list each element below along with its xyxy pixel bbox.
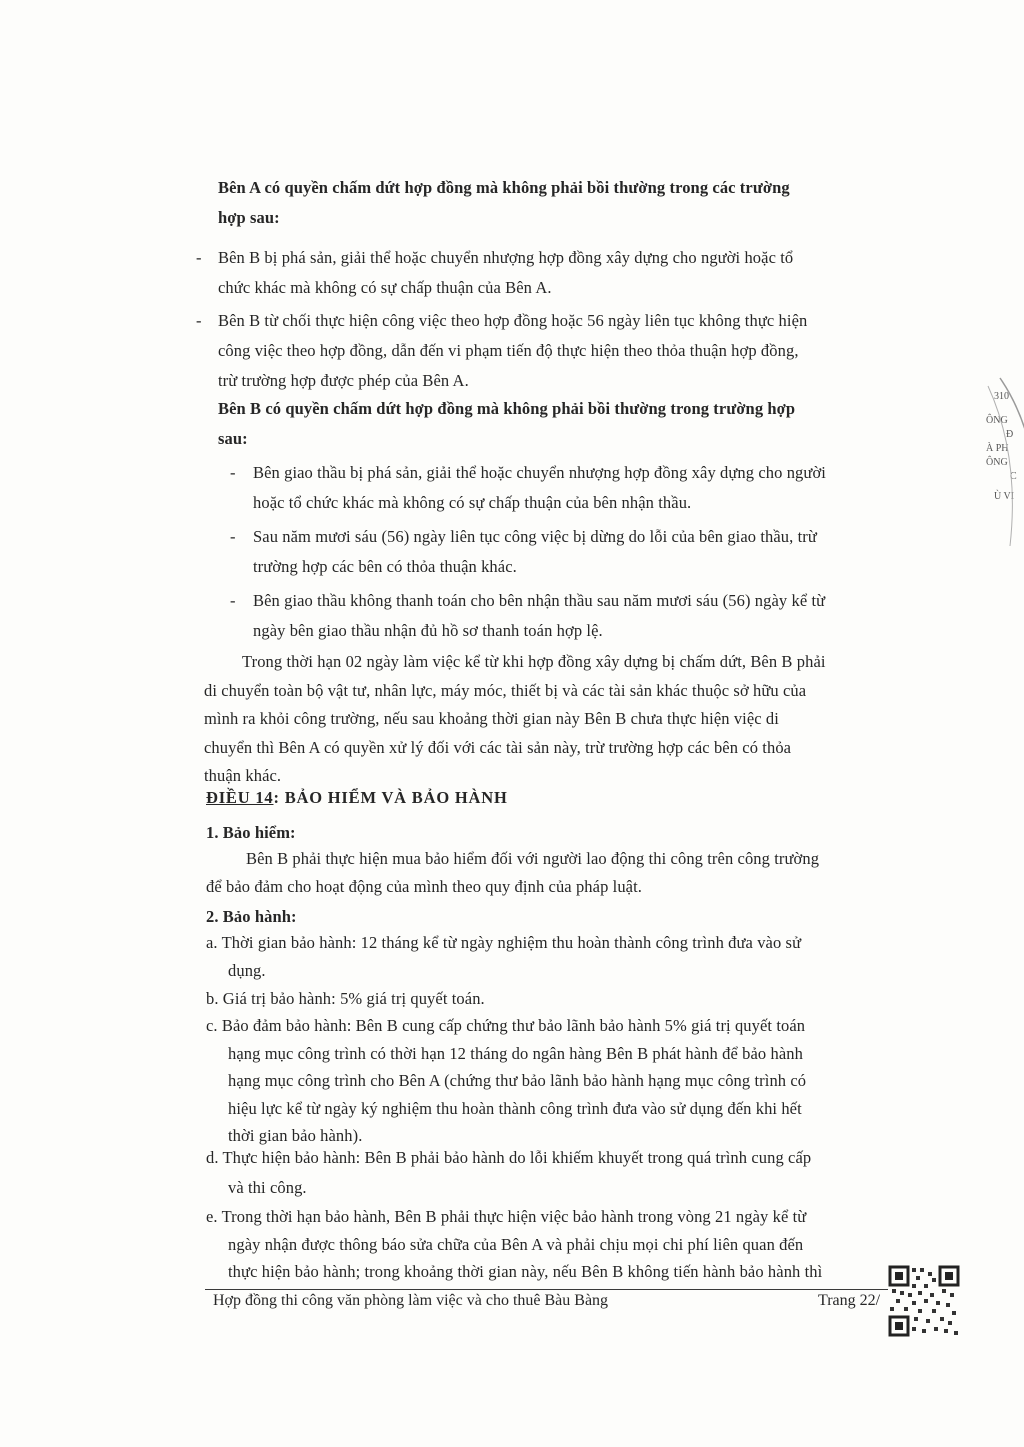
footer-divider	[205, 1289, 895, 1290]
clause-b-heading-line1: Bên B có quyền chấm dứt hợp đồng mà không phải bồi thường trong trường hợp	[218, 399, 796, 418]
paragraph-line: di chuyển toàn bộ vật tư, nhân lực, máy móc, thiết bị và các tài sản khác thuộc sở hữu của	[204, 680, 807, 700]
warranty-e-line1: e. Trong thời hạn bảo hành, Bên B phải thực hiện việc bảo hành trong vòng 21 ngày kể từ	[206, 1207, 807, 1226]
clause-b-item-2-line1: Sau năm mươi sáu (56) ngày liên tục công việc bị dừng do lỗi của bên giao thầu, trừ	[253, 527, 817, 546]
stamp-text: C	[1010, 471, 1017, 482]
footer-document-title: Hợp đồng thi công văn phòng làm việc và cho thuê Bàu Bàng	[213, 1292, 609, 1309]
warranty-a-line1: a. Thời gian bảo hành: 12 tháng kể từ ngày nghiệm thu hoàn thành công trình đưa vào sử	[206, 933, 802, 952]
clause-a-item-2	[218, 306, 807, 396]
stamp-text: À PH	[986, 443, 1009, 454]
warranty-c-line4: hiệu lực kể từ ngày ký nghiệm thu hoàn thành công trình đưa vào sử dụng đến khi hết	[228, 1098, 802, 1118]
warranty-item-d	[206, 1143, 811, 1203]
clause-b-item-3	[253, 586, 825, 646]
clause-a-item-2-line3: trừ trường hợp được phép của Bên A.	[218, 371, 469, 390]
article-14-heading	[206, 788, 508, 808]
warranty-heading: 2. Bảo hành:	[206, 907, 297, 926]
warranty-c-line2: hạng mục công trình có thời hạn 12 tháng do ngân hàng Bên B phát hành để bảo hành	[228, 1043, 803, 1063]
clause-b-item-1-line2: hoặc tổ chức khác mà không có sự chấp thuận của bên nhận thầu.	[253, 493, 692, 512]
footer-page-number: Trang 22/	[818, 1292, 881, 1309]
clause-b-item-1	[253, 458, 826, 518]
paragraph-line: mình ra khỏi công trường, nếu sau khoảng thời gian này Bên B chưa thực hiện việc di	[204, 709, 779, 728]
clause-b-item-2	[253, 522, 817, 582]
warranty-e-line3: thực hiện bảo hành; trong khoảng thời gian này, nếu Bên B không tiến hành bảo hành thì	[228, 1262, 823, 1281]
clause-b-heading	[218, 394, 795, 454]
article-14-title: : BẢO HIỂM VÀ BẢO HÀNH	[273, 788, 508, 807]
paragraph-line: chuyển thì Bên A có quyền xử lý đối với các tài sản này, trừ trường hợp các bên có thỏa	[204, 737, 792, 757]
insurance-heading: 1. Bảo hiểm:	[206, 823, 296, 842]
warranty-b-line1: b. Giá trị bảo hành: 5% giá trị quyết toán.	[206, 989, 485, 1008]
clause-b-item-3-line1: Bên giao thầu không thanh toán cho bên nhận thầu sau năm mươi sáu (56) ngày kể từ	[253, 591, 826, 610]
termination-paragraph	[204, 648, 826, 791]
company-stamp-fragment	[980, 376, 1024, 556]
clause-a-heading	[218, 173, 790, 233]
clause-a-heading-line2: hợp sau:	[218, 208, 280, 227]
warranty-c-line3: hạng mục công trình cho Bên A (chứng thư bảo lãnh bảo hành hạng mục công trình có	[228, 1071, 807, 1090]
stamp-text: ÔNG	[986, 457, 1008, 468]
warranty-d-line1: d. Thực hiện bảo hành: Bên B phải bảo hành do lỗi khiếm khuyết trong quá trình cung cấp	[206, 1148, 812, 1167]
clause-a-item-2-line1: Bên B từ chối thực hiện công việc theo hợp đồng hoặc 56 ngày liên tục không thực hiện	[218, 311, 808, 330]
clause-a-item-1-line2: chức khác mà không có sự chấp thuận của Bên A.	[218, 278, 552, 297]
bullet-dash: -	[196, 248, 202, 267]
insurance-line2: để bảo đảm cho hoạt động của mình theo quy định của pháp luật.	[206, 877, 643, 896]
warranty-e-line2: ngày nhận được thông báo sửa chữa của Bên A và phải chịu mọi chi phí liên quan đến	[228, 1234, 804, 1254]
warranty-c-line1: c. Bảo đảm bảo hành: Bên B cung cấp chứng thư bảo lãnh bảo hành 5% giá trị quyết toán	[206, 1016, 806, 1035]
bullet-dash: -	[230, 527, 236, 546]
warranty-a-line2: dụng.	[228, 961, 266, 980]
clause-a-heading-line1: Bên A có quyền chấm dứt hợp đồng mà không phải bồi thường trong các trường	[218, 178, 790, 197]
warranty-item-b	[206, 984, 485, 1014]
stamp-text: Đ	[1006, 429, 1014, 440]
clause-b-item-3-line2: ngày bên giao thầu nhận đủ hồ sơ thanh toán hợp lệ.	[253, 621, 603, 640]
warranty-d-line2: và thi công.	[228, 1178, 307, 1197]
paragraph-line: thuận khác.	[204, 766, 282, 785]
clause-b-item-2-line2: trường hợp các bên có thỏa thuận khác.	[253, 557, 517, 576]
article-14-label: ĐIỀU 14	[206, 788, 274, 807]
stamp-text: ÔNG	[986, 415, 1008, 426]
insurance-paragraph	[206, 845, 819, 901]
warranty-c-line5: thời gian bảo hành).	[228, 1126, 363, 1145]
qr-code-icon	[888, 1265, 960, 1337]
paragraph-line: Trong thời hạn 02 ngày làm việc kể từ khi hợp đồng xây dựng bị chấm dứt, Bên B phải	[242, 652, 826, 671]
clause-b-heading-line2: sau:	[218, 429, 248, 448]
insurance-line1: Bên B phải thực hiện mua bảo hiểm đối với người lao động thi công trên công trường	[246, 849, 820, 868]
clause-a-item-2-line2: công việc theo hợp đồng, dẫn đến vi phạm tiến độ thực hiện theo thỏa thuận hợp đồng,	[218, 341, 799, 360]
bullet-dash: -	[230, 463, 236, 482]
bullet-dash: -	[230, 591, 236, 610]
stamp-arc-icon	[980, 376, 1024, 556]
warranty-item-c	[206, 1012, 806, 1150]
clause-a-item-1	[218, 243, 793, 303]
warranty-item-a	[206, 929, 801, 985]
warranty-item-e	[206, 1203, 822, 1286]
clause-b-item-1-line1: Bên giao thầu bị phá sản, giải thể hoặc chuyển nhượng hợp đồng xây dựng cho người	[253, 463, 826, 482]
bullet-dash: -	[196, 311, 202, 330]
stamp-text: Ù VI	[994, 491, 1015, 502]
clause-a-item-1-line1: Bên B bị phá sản, giải thể hoặc chuyển nhượng hợp đồng xây dựng cho người hoặc tổ	[218, 248, 794, 267]
stamp-text: 310	[994, 391, 1009, 402]
